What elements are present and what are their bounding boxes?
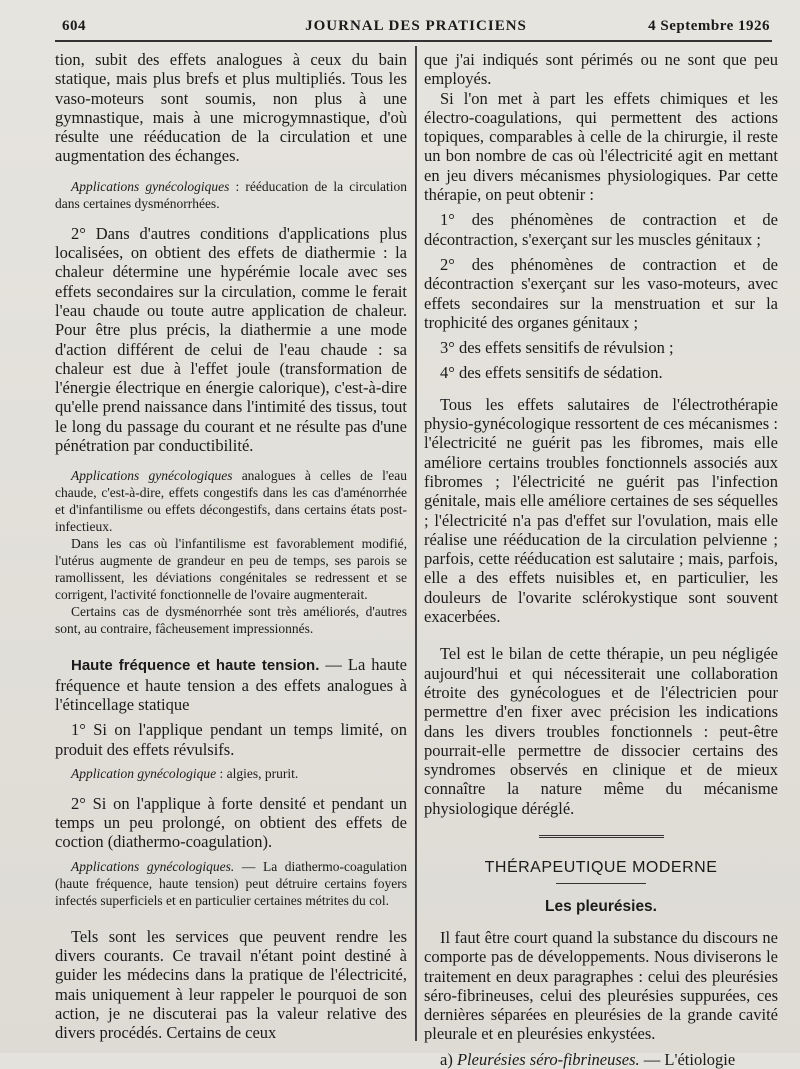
header-rule <box>55 40 772 42</box>
section-title: THÉRAPEUTIQUE MODERNE <box>484 858 718 876</box>
paragraph: 2° Si on l'applique à forte densité et pendant un temps un peu prolongé, on obtient des effets de coction (diathermo-coagulation). <box>55 793 407 852</box>
page-header <box>62 18 770 40</box>
section-divider <box>539 835 664 841</box>
paragraph: Tels sont les services que peuvent rendre les divers courants. Ce travail n'étant point destiné à guider les médecins dans la pratique de l'électricité, mais uniquement à leur rappeler le pourquoi de son action, je ne discuterai pas la valeur relative des divers procédés. Certains de ceux <box>55 926 407 1043</box>
application-note: Application gynécologique : algies, prurit. <box>71 765 299 781</box>
paragraph: 1° Si on l'applique pendant un temps limité, on produit des effets révulsifs. <box>55 720 407 759</box>
application-note: Applications gynécologiques analogues à celles de l'eau chaude, c'est-à-dire, effets congestifs dans les cas d'aménorrhée et d'infantilisme ou effets décongestifs, dans certains états post-infectieux. <box>55 468 407 535</box>
left-column <box>55 50 407 1043</box>
note-paragraph: Certains cas de dysménorrhée sont très améliorés, d'autres sont, au contraire, fâcheusement impressionnés. <box>55 604 407 637</box>
section-paragraph: Haute fréquence et haute tension. — La haute fréquence et haute tension a des effets analogues à l'étincellage statique <box>55 655 407 714</box>
paragraph: Tel est le bilan de cette thérapie, un peu négligée aujourd'hui et qui nécessiterait une collaboration étroite des gynécologues et de l'électricien pour permettre d'en fixer avec précision les indications dans les divers troubles fonctionnels : peut-être pourrait-elle permettre de dissocier certains des syndromes observés en clinique et de mieux connaître la nature même du mécanisme physiologique déréglé. <box>424 644 778 818</box>
list-item: 2° des phénomènes de contraction et de décontraction s'exerçant sur les vaso-moteurs, avec effets secondaires sur la menstruation et sur la trophicité des organes génitaux ; <box>424 254 778 332</box>
title-underline <box>556 883 646 884</box>
note-paragraph: Dans les cas où l'infantilisme est favorablement modifié, l'utérus augmente de grandeur en peu de temps, ses parois se ramollissent, les déviations congénitales se redressent et se corrigent, l'activité fonctionnelle de l'ovaire augmenterait. <box>55 536 407 603</box>
page-number: 604 <box>62 18 86 34</box>
right-column <box>424 50 778 1069</box>
paragraph: 2° Dans d'autres conditions d'applications plus localisées, on obtient des effets de diathermie : la chaleur détermine une hypérémie locale avec ses effets secondaires sur la circulation, comme le ferait l'eau chaude ou toute autre application de chaleur. Pour être plus précis, la diathermie a une mode d'action différent de celui de l'eau chaude : sa chaleur est due à l'effet joule (transformation de l'énergie électrique en énergie calorique), c'est-à-dire qu'elle prend naissance dans l'intimité des tissus, tout le long du passage du courant et ne résulte pas d'une pénétration par conductibilité. <box>55 223 407 456</box>
paragraph: a) Pleurésies séro-fibrineuses. — L'étiologie <box>440 1049 736 1069</box>
list-item: 3° des effets sensitifs de révulsion ; <box>440 338 674 358</box>
paragraph: tion, subit des effets analogues à ceux du bain statique, mais plus brefs et plus multipliés. Tous les vaso-moteurs sont soumis, non plus à une gymnastique, mais à une microgymnastique, d'où résulte une rééducation de la circulation et une augmentation des échanges. <box>55 50 407 166</box>
issue-date: 4 Septembre 1926 <box>648 18 770 34</box>
list-item: 1° des phénomènes de contraction et de décontraction, s'exerçant sur les muscles génitaux ; <box>424 210 778 249</box>
column-divider <box>415 46 417 1041</box>
application-note: Applications gynécologiques : rééducation de la circulation dans certaines dysménorrhées. <box>55 178 407 211</box>
paragraph: Si l'on met à part les effets chimiques et les électro-coagulations, qui permettent des actions topiques, comparables à celle de la chirurgie, il reste un bon nombre de cas où l'électricité agit en mettant en jeu divers mécanismes physiologiques. Par cette thérapie, on peut obtenir : <box>424 88 778 205</box>
list-item: 4° des effets sensitifs de sédation. <box>440 363 663 383</box>
application-note: Applications gynécologiques. — La diathermo-coagulation (haute fréquence, haute tension) peut détruire certains foyers infectés superficiels et en particulier certaines métrites du col. <box>55 858 408 908</box>
section-heading: Haute fréquence et haute tension. <box>71 657 320 675</box>
paragraph: que j'ai indiqués sont périmés ou ne sont que peu employés. <box>424 50 778 89</box>
paragraph: Il faut être court quand la substance du discours ne comporte pas de développements. Nous diviserons le traitement en deux paragraphes : celui des pleurésies séro-fibrineuses, celui des pleurésies suppurées, ces dernières séparées en pleurésies de la grande cavité pleurale et en pleurésies enkystées. <box>424 927 778 1044</box>
journal-title: JOURNAL DES PRATICIENS <box>305 18 527 34</box>
article-title: Les pleurésies. <box>544 897 657 915</box>
paragraph: Tous les effets salutaires de l'électrothérapie physio-gynécologique ressortent de ces mécanismes : l'électricité ne guérit pas les fibromes, mais elle améliore certains troubles fonctionnels associés aux fibromes ; l'électricité ne guérit pas l'infection génitale, mais elle améliore certaines de ses séquelles ; l'électricité n'a pas d'effet sur l'ovulation, mais elle réalise une rééducation de la circulation pelvienne ; parfois, cette rééducation est salutaire ; mais, parfois, elle a des effets nuisibles et, en particulier, les douleurs de l'ovarite sclérokystique sont souvent exacerbées. <box>424 394 778 627</box>
